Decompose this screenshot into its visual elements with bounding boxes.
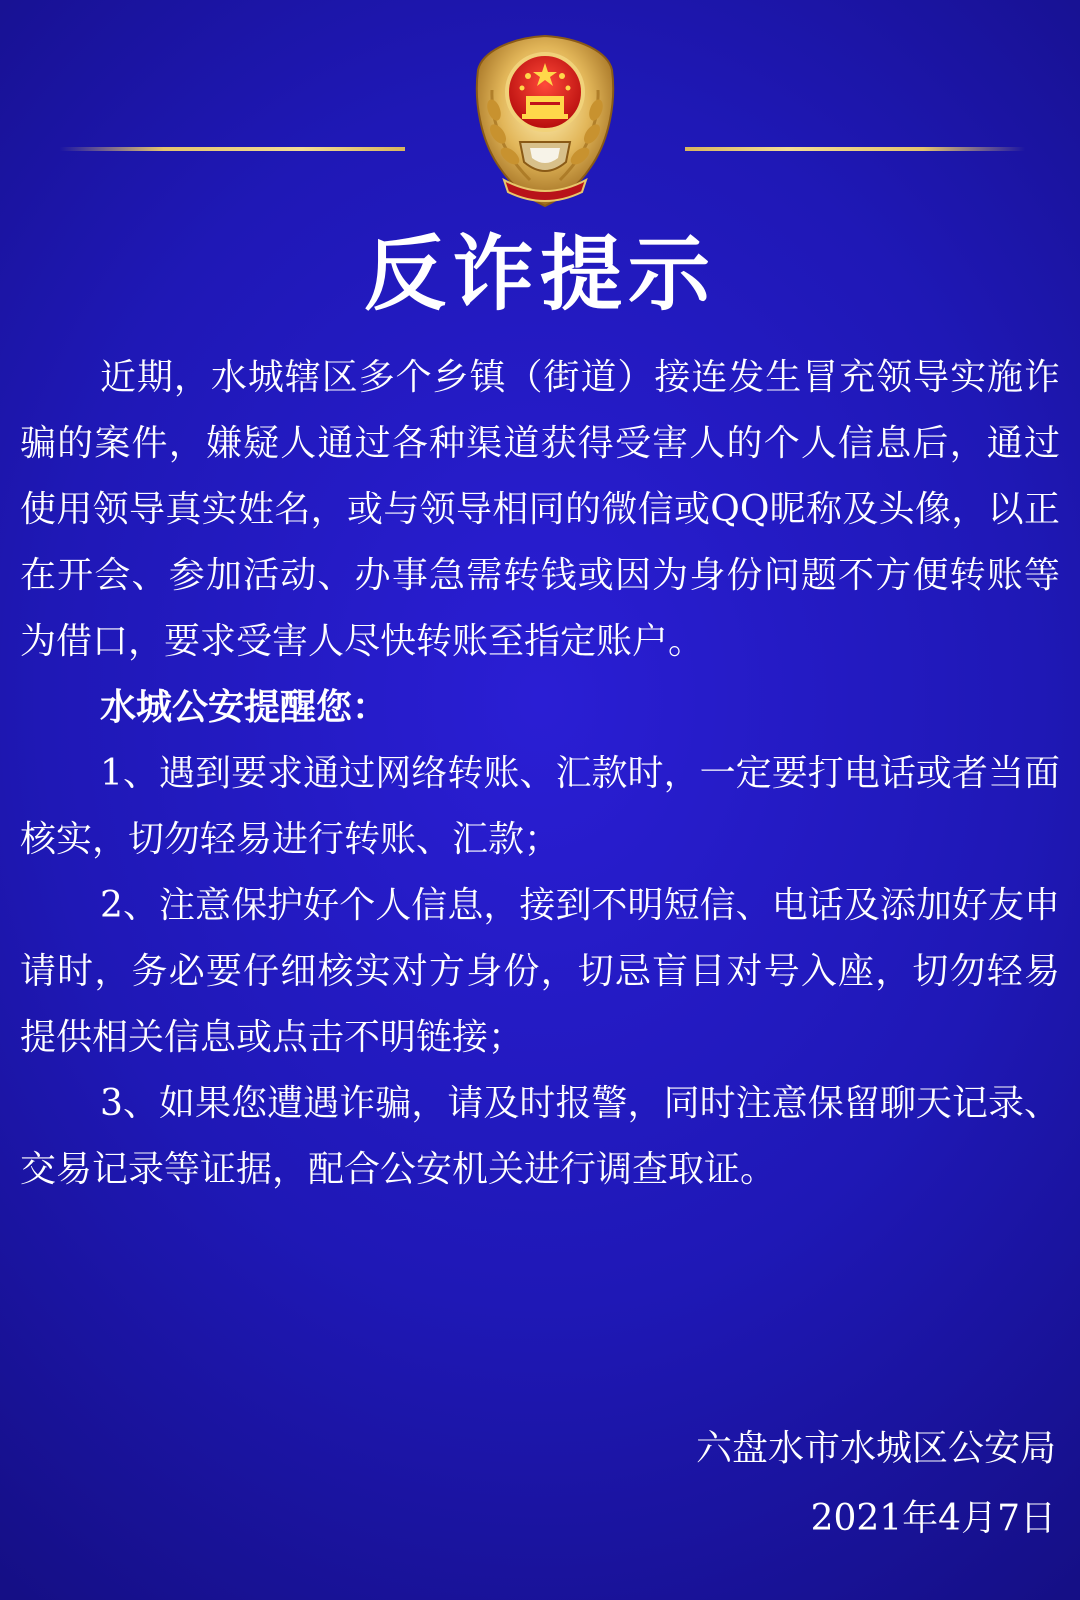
gold-divider-right [685, 147, 1025, 151]
issue-date: 2021年4月7日 [810, 1498, 1056, 1539]
page-title: 反诈提示 [363, 227, 716, 322]
gold-divider-left [60, 147, 405, 151]
police-emblem-icon [470, 30, 620, 210]
reminder-item-1: 1、遇到要求通过网络转账、汇款时，一定要打电话或者当面核实，切勿轻易进行转账、汇款； [20, 753, 1060, 860]
reminder-item-2: 2、注意保护好个人信息，接到不明短信、电话及添加好友申请时，务必要仔细核实对方身份，切忌盲目对号入座，切勿轻易提供相关信息或点击不明链接； [20, 885, 1060, 1058]
issuing-organization: 六盘水市水城区公安局 [695, 1428, 1056, 1469]
notice-body [20, 345, 1060, 1203]
reminder-item-3: 3、如果您遭遇诈骗，请及时报警，同时注意保留聊天记录、交易记录等证据，配合公安机关进行调查取证。 [20, 1083, 1060, 1190]
intro-paragraph: 近期，水城辖区多个乡镇（街道）接连发生冒充领导实施诈骗的案件，嫌疑人通过各种渠道获得受害人的个人信息后，通过使用领导真实姓名，或与领导相同的微信或QQ昵称及头像，以正在开会、参加活动、办事急需转钱或因为身份问题不方便转账等为借口，要求受害人尽快转账至指定账户。 [20, 357, 1060, 662]
header-bar [0, 0, 1080, 210]
reminder-heading: 水城公安提醒您： [100, 687, 389, 728]
